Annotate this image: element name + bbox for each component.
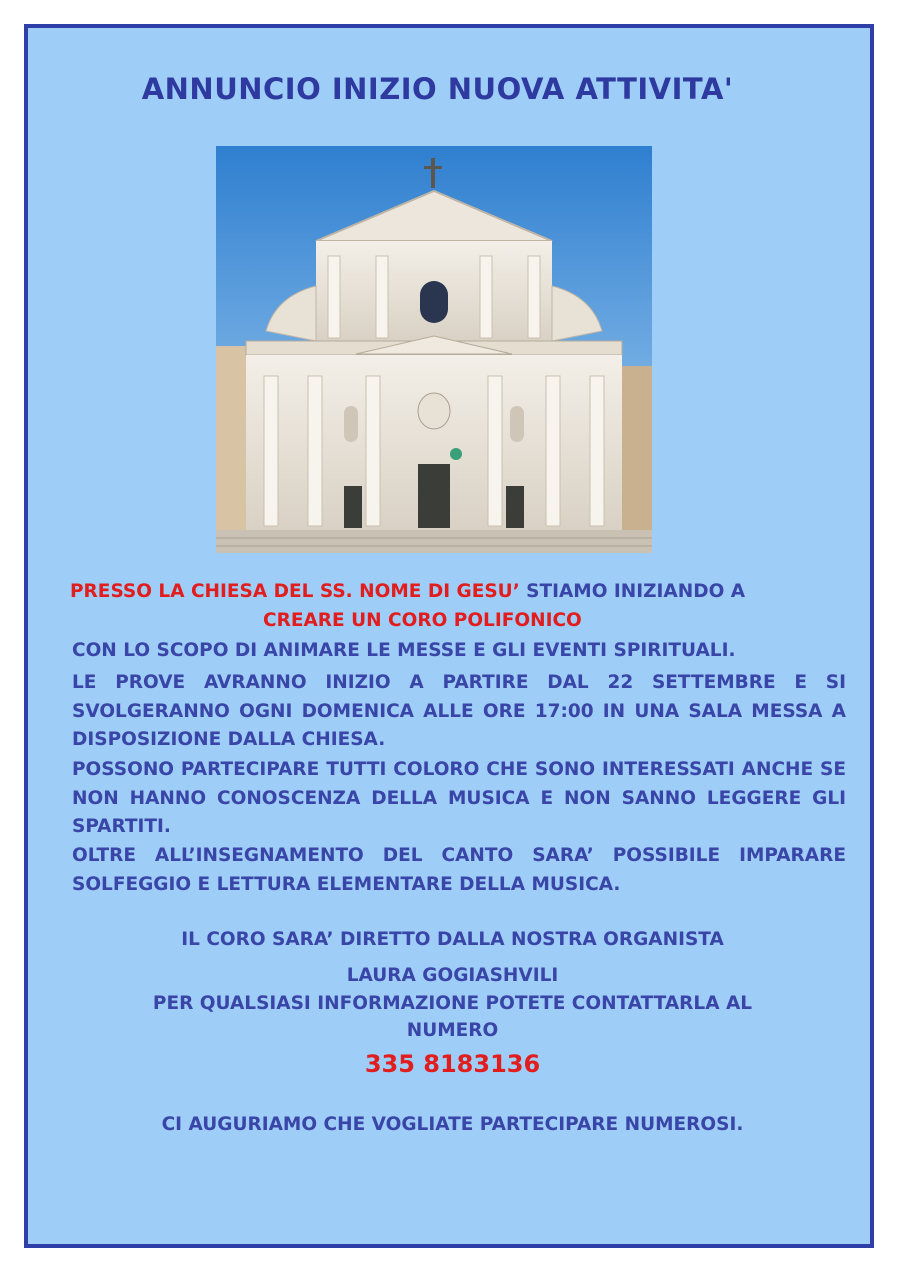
closing-text: CI AUGURIAMO CHE VOGLIATE PARTECIPARE NUMEROSI. [161, 1114, 744, 1135]
phone-number: 335 8183136 [364, 1050, 541, 1078]
director-name: LAURA GOGIASHVILI [346, 965, 559, 986]
rehearsals-text: LE PROVE AVRANNO INIZIO A PARTIRE DAL 22 SETTEMBRE E SI SVOLGERANNO OGNI DOMENICA ALLE ORE 17:00 IN UNA SALA MESSA A DISPOSIZIONE DALLA CHIESA. [72, 672, 846, 750]
contact-line-1: PER QUALSIASI INFORMAZIONE POTETE CONTATTARLA AL [152, 993, 753, 1014]
director-line: IL CORO SARA’ DIRETTO DALLA NOSTRA ORGANISTA [181, 929, 724, 950]
choir-announcement: CREARE UN CORO POLIFONICO [263, 610, 582, 631]
intro-line-1 [70, 581, 745, 602]
intro-text: STIAMO INIZIANDO A [519, 581, 746, 602]
church-name: PRESSO LA CHIESA DEL SS. NOME DI GESU’ [70, 581, 520, 602]
contact-line-2: NUMERO [406, 1020, 499, 1041]
participation-text: POSSONO PARTECIPARE TUTTI COLORO CHE SONO INTERESSATI ANCHE SE NON HANNO CONOSCENZA DELLA MUSICA E NON SANNO LEGGERE GLI SPARTITI. [72, 759, 846, 837]
flyer-title: ANNUNCIO INIZIO NUOVA ATTIVITA' [141, 72, 734, 106]
church-facade-image [216, 146, 652, 553]
teaching-text: OLTRE ALL’INSEGNAMENTO DEL CANTO SARA’ POSSIBILE IMPARARE SOLFEGGIO E LETTURA ELEMENTARE DELLA MUSICA. [72, 845, 846, 895]
scope-text: CON LO SCOPO DI ANIMARE LE MESSE E GLI EVENTI SPIRITUALI. [72, 640, 736, 661]
